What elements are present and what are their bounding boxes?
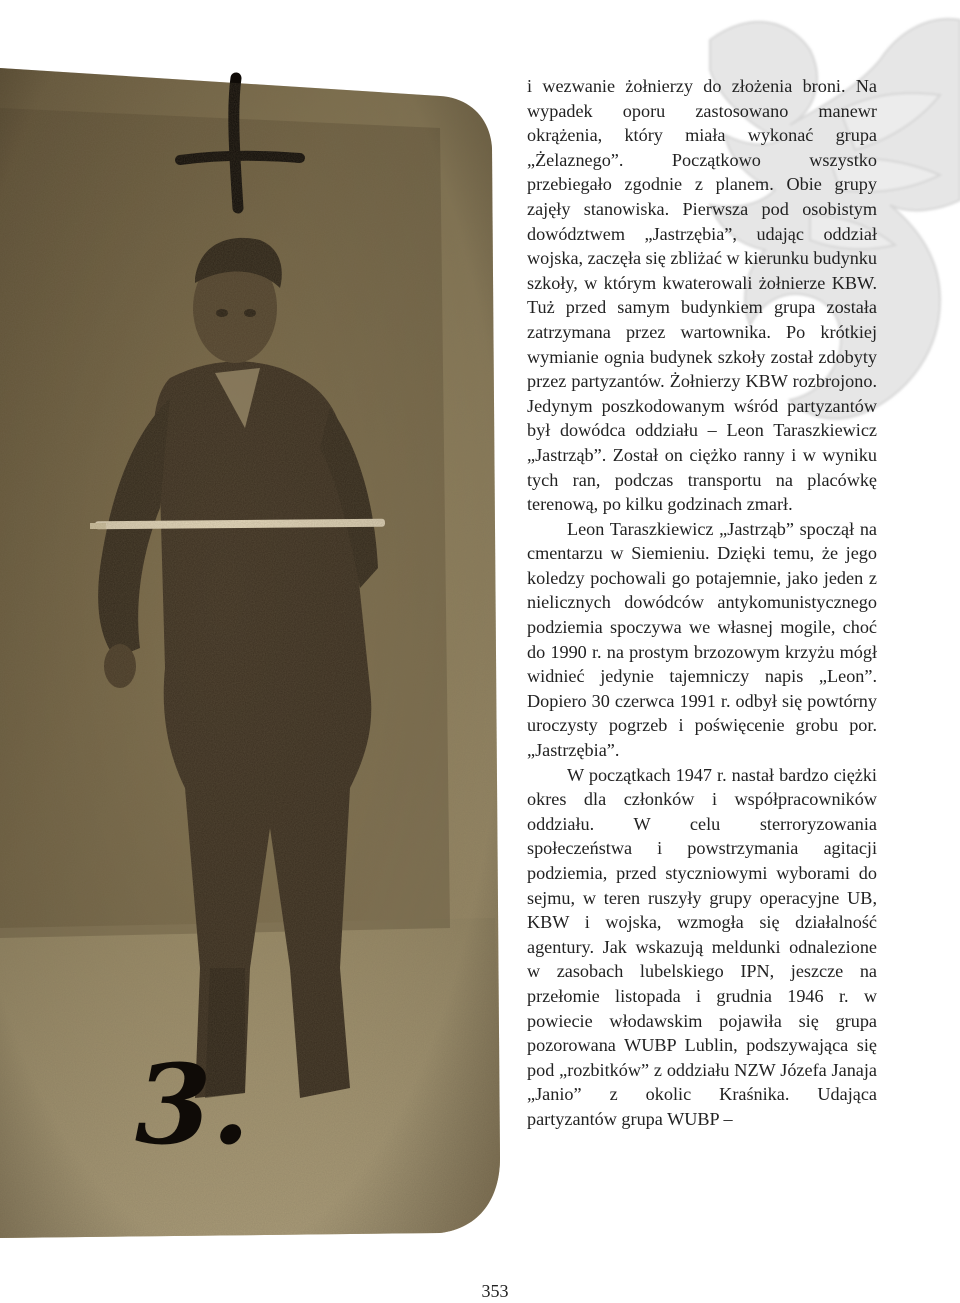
page-number: 353 <box>481 1281 509 1301</box>
article-text <box>527 74 877 1132</box>
paragraph: Leon Taraszkiewicz „Jastrząb” spoczął na cmentarzu w Siemieniu. Dzięki temu, że jego koledzy pochowali go potajemnie, jako jeden z nielicznych dowódców antykomunistycznego podziemia spoczywa we własnej mogile, choć do 1990 r. na prostym brzozowym krzyżu mógł widnieć jedynie tajemniczy napis „Leon”. Dopiero 30 czerwca 1991 r. odbył się powtórny uroczysty pogrzeb i poświęcenie grobu por. „Jastrzębia”. <box>527 518 877 761</box>
photo-inscription: 3. <box>135 1040 250 1169</box>
paragraph: i wezwanie żołnierzy do złożenia broni. Na wypadek oporu zastosowano manewr okrążenia, który miała wykonać grupa „Żelaznego”. Początkowo wszystko przebiegało zgodnie z planem. Obie grupy zajęły stanowiska. Pierwsza pod osobistym dowództwem „Jastrzębia”, udając oddział wojska, zaczęła się zbliżać w kierunku budynku szkoły, w którym kwaterowali żołnierze KBW. Tuż przed samym budynkiem grupa została zatrzymana przez wartownika. Po krótkiej wymianie ognia budynek szkoły został zdobyty przez partyzantów. Żołnierzy KBW rozbrojono. Jedynym poszkodowanym wśród partyzantów był dowódca oddziału – Leon Taraszkiewicz „Jastrząb”. Został on ciężko ranny i w wyniku tych ran, podczas transportu na placówkę terenową, po kilku godzinach zmarł. <box>527 76 877 515</box>
historical-photo <box>0 68 510 1238</box>
paragraph: W początkach 1947 r. nastał bardzo ciężki okres dla członków i współpracowników oddziału. W celu sterroryzowania społeczeństwa i powstrzymania agitacji podziemia, przed styczniowymi wyborami do sejmu, w teren ruszyły grupy operacyjne UB, KBW i wojska, wzmogła się działalność agentury. Jak wskazują meldunki odnalezione w zasobach lubelskiego IPN, jeszcze na przełomie listopada i grudnia 1946 r. w powiecie włodawskim pojawiła się grupa pozorowana WUBP Lublin, podszywająca się pod „rozbitków” z oddziału NZW Józefa Janaja „Janio” z okolic Kraśnika. Udająca partyzantów grupa WUBP – <box>527 764 877 1129</box>
